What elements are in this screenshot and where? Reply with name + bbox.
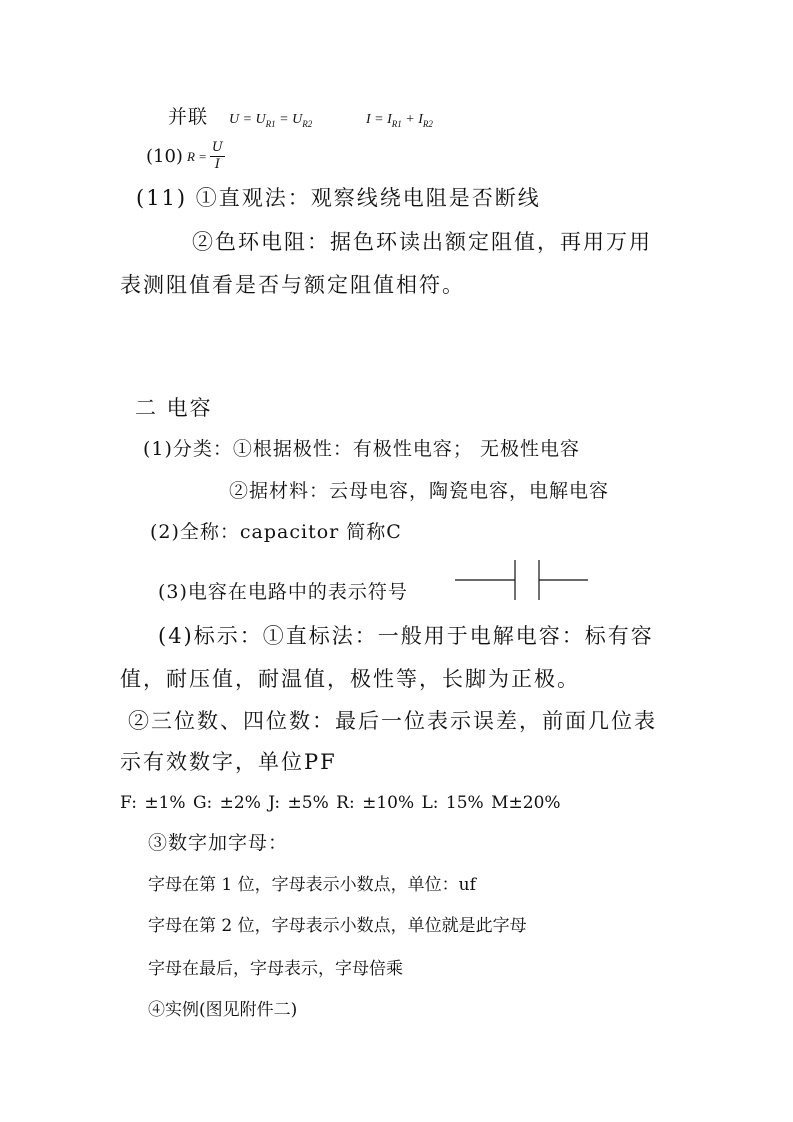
item11-line2: ②色环电阻：据色环读出额定阻值，再用万用 (192, 230, 652, 254)
item10-formula (146, 140, 225, 173)
three-digit-line2: 示有效数字，单位PF (120, 750, 337, 774)
voltage-sub-r2: R2 (302, 118, 313, 129)
item10-numerator: U (211, 140, 223, 155)
marking-line1: (4)标示：①直标法：一般用于电解电容：标有容 (158, 624, 654, 648)
voltage-text: U = U (229, 112, 266, 127)
parallel-current-formula (366, 113, 433, 129)
fullname-line: (2)全称：capacitor 简称C (150, 521, 402, 543)
item11-line1: (11) ①直观法：观察线绕电阻是否断线 (136, 186, 541, 210)
item10-label: (10) (146, 145, 183, 167)
example-line: ④实例(图见附件二) (148, 1000, 298, 1020)
marking-line2: 值，耐压值，耐温值，极性等，长脚为正极。 (120, 667, 580, 691)
three-digit-line1: ②三位数、四位数：最后一位表示误差，前面几位表 (128, 709, 657, 733)
num-letter-rule-3: 字母在最后，字母表示，字母倍乘 (148, 959, 403, 979)
capacitor-symbol-icon (455, 558, 590, 602)
item10-denominator: I (214, 157, 220, 172)
current-plus-text: + I (401, 112, 423, 127)
num-letter-rule-1: 字母在第 1 位，字母表示小数点，单位：uf (148, 875, 476, 895)
parallel-label: 并联 (168, 106, 209, 128)
item10-fraction (210, 140, 225, 173)
classify-line1: (1)分类：①根据极性：有极性电容； 无极性电容 (143, 438, 580, 460)
current-text: I = I (366, 112, 392, 127)
current-sub-r1: R1 (391, 118, 402, 129)
item11-line3: 表测阻值看是否与额定阻值相符。 (120, 273, 465, 297)
symbol-label: (3)电容在电路中的表示符号 (158, 581, 408, 603)
current-sub-r2: R2 (422, 118, 433, 129)
item10-lhs: R = (186, 149, 207, 164)
num-letter-heading: ③数字加字母： (148, 832, 289, 854)
section2-heading: 二 电容 (135, 396, 213, 420)
parallel-voltage-formula (229, 113, 312, 129)
voltage-eq-text: = U (275, 112, 303, 127)
classify-line2: ②据材料：云母电容，陶瓷电容，电解电容 (229, 480, 610, 502)
tolerance-line: F: ±1% G: ±2% J: ±5% R: ±10% L: 15% M±20% (120, 793, 561, 813)
voltage-sub-r1: R1 (265, 118, 276, 129)
num-letter-rule-2: 字母在第 2 位，字母表示小数点，单位就是此字母 (148, 916, 527, 936)
